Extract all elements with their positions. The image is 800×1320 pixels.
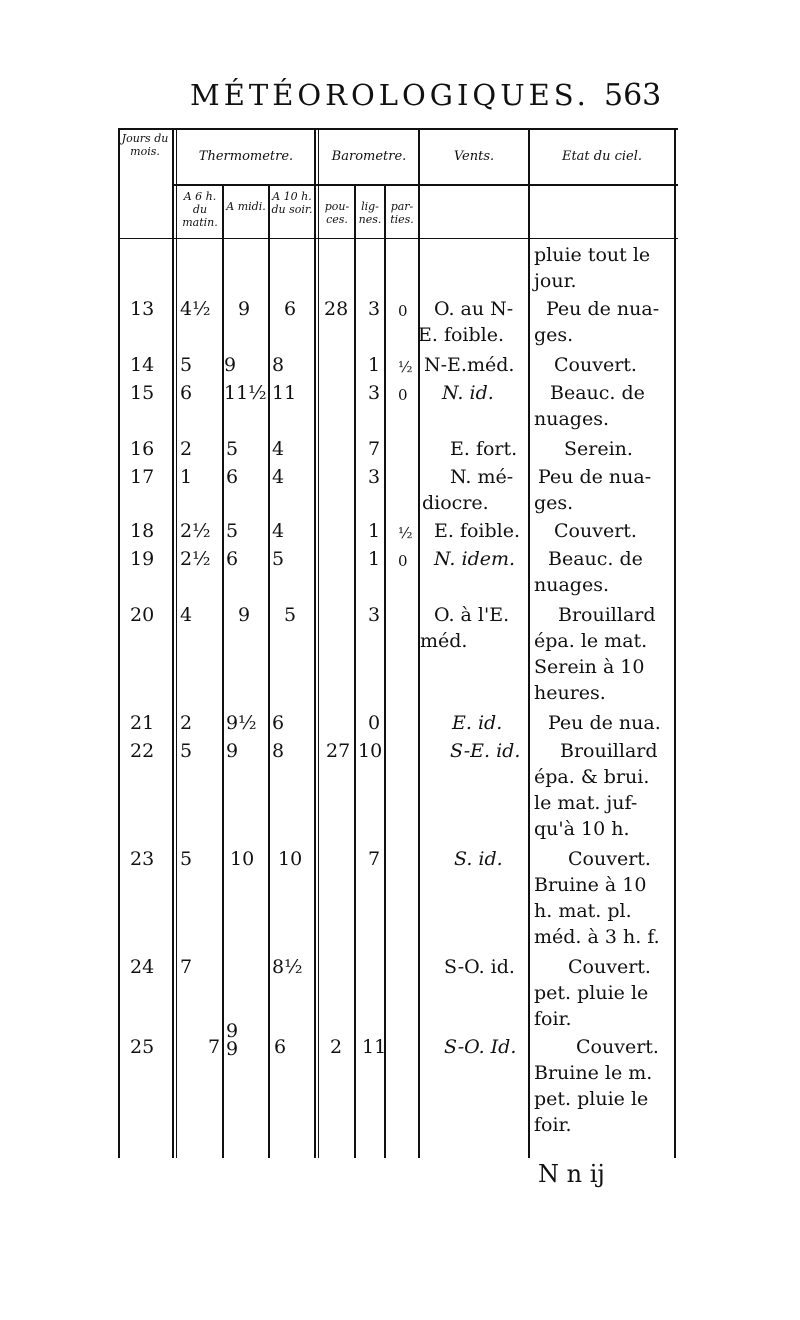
row-jour: 19 (130, 548, 155, 570)
vent-line: N. idem. (434, 548, 516, 570)
row-lignes: 3 (368, 298, 381, 320)
header-baro-lignes: lig-nes. (358, 200, 382, 226)
etat-line: foir. (534, 1114, 572, 1136)
etat-line: Couvert. (568, 848, 651, 870)
row-tmidi: 9½ (226, 712, 257, 734)
rule-jours (172, 128, 174, 1158)
vent-line: S-O. id. (444, 956, 515, 978)
row-parties: 0 (398, 386, 408, 404)
header-etat: Etat du ciel. (561, 149, 643, 164)
etat-line: h. mat. pl. (534, 900, 632, 922)
row-jour: 15 (130, 382, 155, 404)
row-t10: 6 (284, 298, 297, 320)
etat-line: nuages. (534, 574, 609, 596)
header-baro-parties: par-ties. (390, 200, 414, 226)
etat-line: Brouillard (560, 740, 658, 762)
row-t10: 4 (272, 520, 285, 542)
etat-line: Beauc. de (548, 548, 643, 570)
row-t10: 5 (272, 548, 285, 570)
row-lignes: 10 (358, 740, 383, 762)
row-t10: 8½ (272, 956, 303, 978)
header-thermometre: Thermometre. (198, 149, 294, 164)
row-t10: 8 (272, 354, 285, 376)
etat-line: foir. (534, 1008, 572, 1030)
etat-line: méd. à 3 h. f. (534, 926, 660, 948)
row-t6: 2½ (180, 548, 211, 570)
vent-line: E. fort. (450, 438, 518, 460)
etat-line: ges. (534, 324, 574, 346)
page-number: 563 (604, 78, 662, 113)
etat-line: Bruine le m. (534, 1062, 653, 1084)
signature-mark: N n ij (538, 1160, 605, 1188)
row-parties: 0 (398, 302, 408, 320)
row-t10: 10 (278, 848, 303, 870)
row-parties: ½ (398, 358, 413, 376)
vent-line: N. id. (442, 382, 494, 404)
etat-line: ges. (534, 492, 574, 514)
row-jour: 21 (130, 712, 155, 734)
row-tmidi: 5 (226, 438, 239, 460)
rule-tmidi (268, 184, 270, 1158)
row-lignes: 3 (368, 382, 381, 404)
row-jour: 14 (130, 354, 155, 376)
top-rule (118, 128, 678, 130)
row-t10: 6 (272, 712, 285, 734)
row-jour: 23 (130, 848, 155, 870)
etat-line: Couvert. (568, 956, 651, 978)
row-lignes: 1 (368, 520, 381, 542)
vent-line: S-E. id. (450, 740, 521, 762)
rule-pouces (354, 184, 356, 1158)
row-t6: 7 (208, 1036, 221, 1058)
subheader-rule (172, 184, 678, 186)
etat-line: pluie tout le (534, 244, 651, 266)
row-lignes: 7 (368, 848, 381, 870)
row-pouces: 27 (326, 740, 351, 762)
etat-line: pet. pluie le (534, 1088, 649, 1110)
row-lignes: 1 (368, 354, 381, 376)
row-t6: 4½ (180, 298, 211, 320)
row-jour: 24 (130, 956, 155, 978)
etat-line: le mat. juf- (534, 792, 638, 814)
etat-line: Beauc. de (550, 382, 645, 404)
row-lignes: 7 (368, 438, 381, 460)
etat-line: heures. (534, 682, 606, 704)
rule-t6 (222, 184, 224, 1158)
row-t6: 1 (180, 466, 193, 488)
row-jour: 20 (130, 604, 155, 626)
etat-line: Peu de nua- (546, 298, 660, 320)
etat-line: Couvert. (554, 520, 637, 542)
rule-vents (528, 128, 530, 1158)
row-lignes: 1 (368, 548, 381, 570)
row-parties: ½ (398, 524, 413, 542)
row-jour: 22 (130, 740, 155, 762)
vent-line: E. foible. (434, 520, 521, 542)
vent-line: E. foible. (418, 324, 505, 346)
row-pouces: 2 (330, 1036, 343, 1058)
vent-line: N. mé- (450, 466, 514, 488)
etat-line: pet. pluie le (534, 982, 649, 1004)
header-vents: Vents. (453, 149, 495, 164)
rule-therm (314, 128, 316, 1158)
etat-line: jour. (534, 270, 577, 292)
row-parties: 0 (398, 552, 408, 570)
row-tmidi: 9 (238, 298, 251, 320)
row-jour: 25 (130, 1036, 155, 1058)
running-head: MÉTÉOROLOGIQUES. (190, 78, 590, 112)
row-lignes: 11 (362, 1036, 387, 1058)
row-t6: 5 (180, 354, 193, 376)
etat-line: Couvert. (554, 354, 637, 376)
rule-therm-double (318, 128, 319, 1158)
etat-line: qu'à 10 h. (534, 818, 630, 840)
vent-line: S. id. (454, 848, 503, 870)
row-tmidi: 5 (226, 520, 239, 542)
etat-line: Serein à 10 (534, 656, 645, 678)
etat-line: Peu de nua. (548, 712, 661, 734)
row-tmidi: 6 (226, 548, 239, 570)
row-t10: 4 (272, 466, 285, 488)
row-tmidi: 6 (226, 466, 239, 488)
vent-line: méd. (420, 630, 468, 652)
row-jour: 16 (130, 438, 155, 460)
rule-lignes (384, 184, 386, 1158)
row-t6: 6 (180, 382, 193, 404)
header-bottom-rule (118, 238, 678, 239)
vent-line: S-O. Id. (444, 1036, 517, 1058)
row-tmidi: 9 (238, 604, 251, 626)
rule-left (118, 128, 120, 1158)
row-pouces: 28 (324, 298, 349, 320)
etat-line: Couvert. (576, 1036, 659, 1058)
etat-line: Bruine à 10 (534, 874, 647, 896)
header-therm-10h: A 10 h. du soir. (271, 190, 313, 216)
vent-line: E. id. (452, 712, 503, 734)
etat-line: épa. & brui. (534, 766, 650, 788)
row-tmidi: 11½ (224, 382, 267, 404)
row-t10: 4 (272, 438, 285, 460)
row-t6: 5 (180, 848, 193, 870)
row-t6: 4 (180, 604, 193, 626)
vent-line: O. à l'E. (434, 604, 510, 626)
row-jour: 18 (130, 520, 155, 542)
row-tmidi: 9 (224, 354, 237, 376)
rule-right (674, 128, 676, 1158)
etat-line: épa. le mat. (534, 630, 648, 652)
header-therm-6h: A 6 h. du matin. (182, 190, 218, 229)
row-lignes: 0 (368, 712, 381, 734)
header-baro-pouces: pou-ces. (324, 200, 350, 226)
row-t6: 2½ (180, 520, 211, 542)
row-t10: 6 (274, 1036, 287, 1058)
row-t6: 7 (180, 956, 193, 978)
header-barometre: Barometre. (331, 149, 407, 164)
etat-line: Brouillard (558, 604, 656, 626)
row-tmidi: 9 9 (226, 1020, 239, 1060)
etat-line: Serein. (564, 438, 633, 460)
vent-line: O. au N- (434, 298, 514, 320)
rule-jours-double (176, 128, 177, 1158)
row-t10: 8 (272, 740, 285, 762)
row-t10: 5 (284, 604, 297, 626)
row-lignes: 3 (368, 466, 381, 488)
row-tmidi: 9 (226, 740, 239, 762)
row-jour: 17 (130, 466, 155, 488)
header-therm-midi: A midi. (226, 200, 266, 213)
etat-line: nuages. (534, 408, 609, 430)
row-t10: 11 (272, 382, 297, 404)
vent-line: diocre. (422, 492, 489, 514)
vent-line: N-E.méd. (424, 354, 515, 376)
row-lignes: 3 (368, 604, 381, 626)
row-t6: 5 (180, 740, 193, 762)
etat-line: Peu de nua- (538, 466, 652, 488)
header-jours: Jours du mois. (121, 132, 169, 158)
weather-table (118, 120, 678, 1160)
row-tmidi: 10 (230, 848, 255, 870)
row-t6: 2 (180, 438, 193, 460)
row-t6: 2 (180, 712, 193, 734)
row-jour: 13 (130, 298, 155, 320)
